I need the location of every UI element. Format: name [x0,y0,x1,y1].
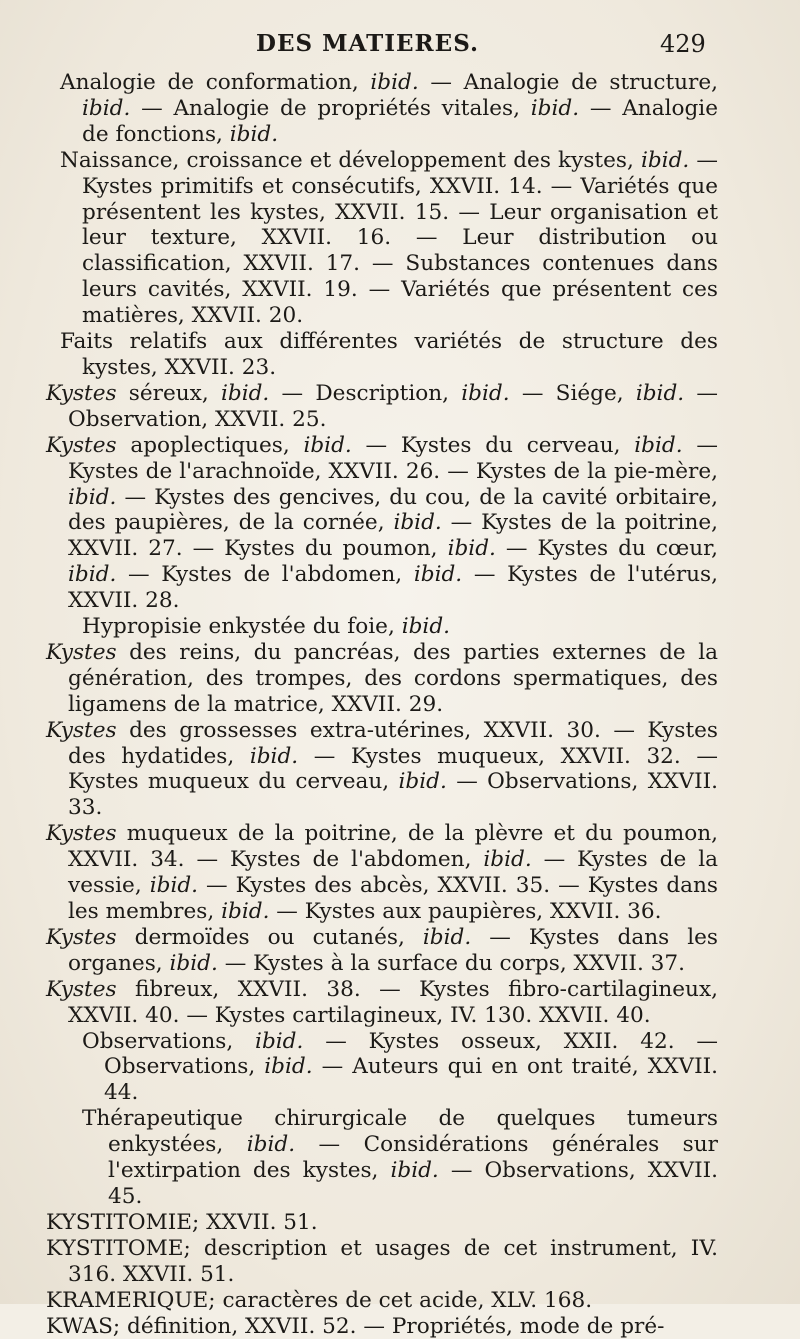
index-entry-faits: Faits relatifs aux différentes variétés de structure des kystes, XXVII. 23. [60,329,718,381]
index-entry-kystes-sereux: Kystes séreux, ibid. — Description, ibid. — Siége, ibid. — Observation, XXVII. 25. [46,381,718,433]
index-entry-kwas: KWAS; définition, XXVII. 52. — Propriétés, mode de pré- [46,1314,718,1339]
index-entry-kramerique: KRAMERIQUE; caractères de cet acide, XLV. 168. [46,1288,718,1314]
index-entry-hydropisie: Hypropisie enkystée du foie, ibid. [82,614,718,640]
index-entry-analogie: Analogie de conformation, ibid. — Analogie de structure, ibid. — Analogie de propriétés vitales, ibid. — Analogie de fonctions, ibid. [60,70,718,148]
index-entry-therapeutique: Thérapeutique chirurgicale de quelques tumeurs enkystées, ibid. — Considérations générales sur l'extirpation des kystes, ibid. — Observations, XXVII. 45. [82,1106,718,1210]
index-entry-kystes-dermoides: Kystes dermoïdes ou cutanés, ibid. — Kystes dans les organes, ibid. — Kystes à la surface du corps, XXVII. 37. [46,925,718,977]
index-entry-kystes-fibreux: Kystes fibreux, XXVII. 38. — Kystes fibro-cartilagineux, XXVII. 40. — Kystes cartilagineux, IV. 130. XXVII. 40. [46,977,718,1029]
index-entry-naissance: Naissance, croissance et développement des kystes, ibid. — Kystes primitifs et consécutifs, XXVII. 14. — Variétés que présentent les kystes, XXVII. 15. — Leur organisation et leur texture, XXVII. 16. — Leur distribution ou classification, XXVII. 17. — Substances contenues dans leurs cavités, XXVII. 19. — Variétés que présentent ces matières, XXVII. 20. [60,148,718,329]
page-number: 429 [660,30,706,58]
index-entry-kystitome: KYSTITOME; description et usages de cet instrument, IV. 316. XXVII. 51. [46,1236,718,1288]
index-entry-kystes-reins: Kystes des reins, du pancréas, des parties externes de la génération, des trompes, des cordons spermatiques, des ligamens de la matrice, XXVII. 29. [46,640,718,718]
index-body [0,70,800,1339]
index-entry-kystes-apoplectiques: Kystes apoplectiques, ibid. — Kystes du cerveau, ibid. — Kystes de l'arachnoïde, XXVII. 26. — Kystes de la pie-mère, ibid. — Kystes des gencives, du cou, de la cavité orbitaire, des paupières, de la cornée, ibid. — Kystes de la poitrine, XXVII. 27. — Kystes du poumon, ibid. — Kystes du cœur, ibid. — Kystes de l'abdomen, ibid. — Kystes de l'utérus, XXVII. 28. [46,433,718,614]
index-entry-kystes-muqueux: Kystes muqueux de la poitrine, de la plèvre et du poumon, XXVII. 34. — Kystes de l'abdomen, ibid. — Kystes de la vessie, ibid. — Kystes des abcès, XXVII. 35. — Kystes dans les membres, ibid. — Kystes aux paupières, XXVII. 36. [46,821,718,925]
index-entry-observations: Observations, ibid. — Kystes osseux, XXII. 42. — Observations, ibid. — Auteurs qui en ont traité, XXVII. 44. [82,1029,718,1107]
running-head: DES MATIERES. [256,30,479,57]
index-entry-kystes-grossesses: Kystes des grossesses extra-utérines, XXVII. 30. — Kystes des hydatides, ibid. — Kystes muqueux, XXVII. 32. — Kystes muqueux du cerveau, ibid. — Observations, XXVII. 33. [46,718,718,822]
page-header [0,30,800,70]
index-entry-kystitomie: KYSTITOMIE; XXVII. 51. [46,1210,718,1236]
